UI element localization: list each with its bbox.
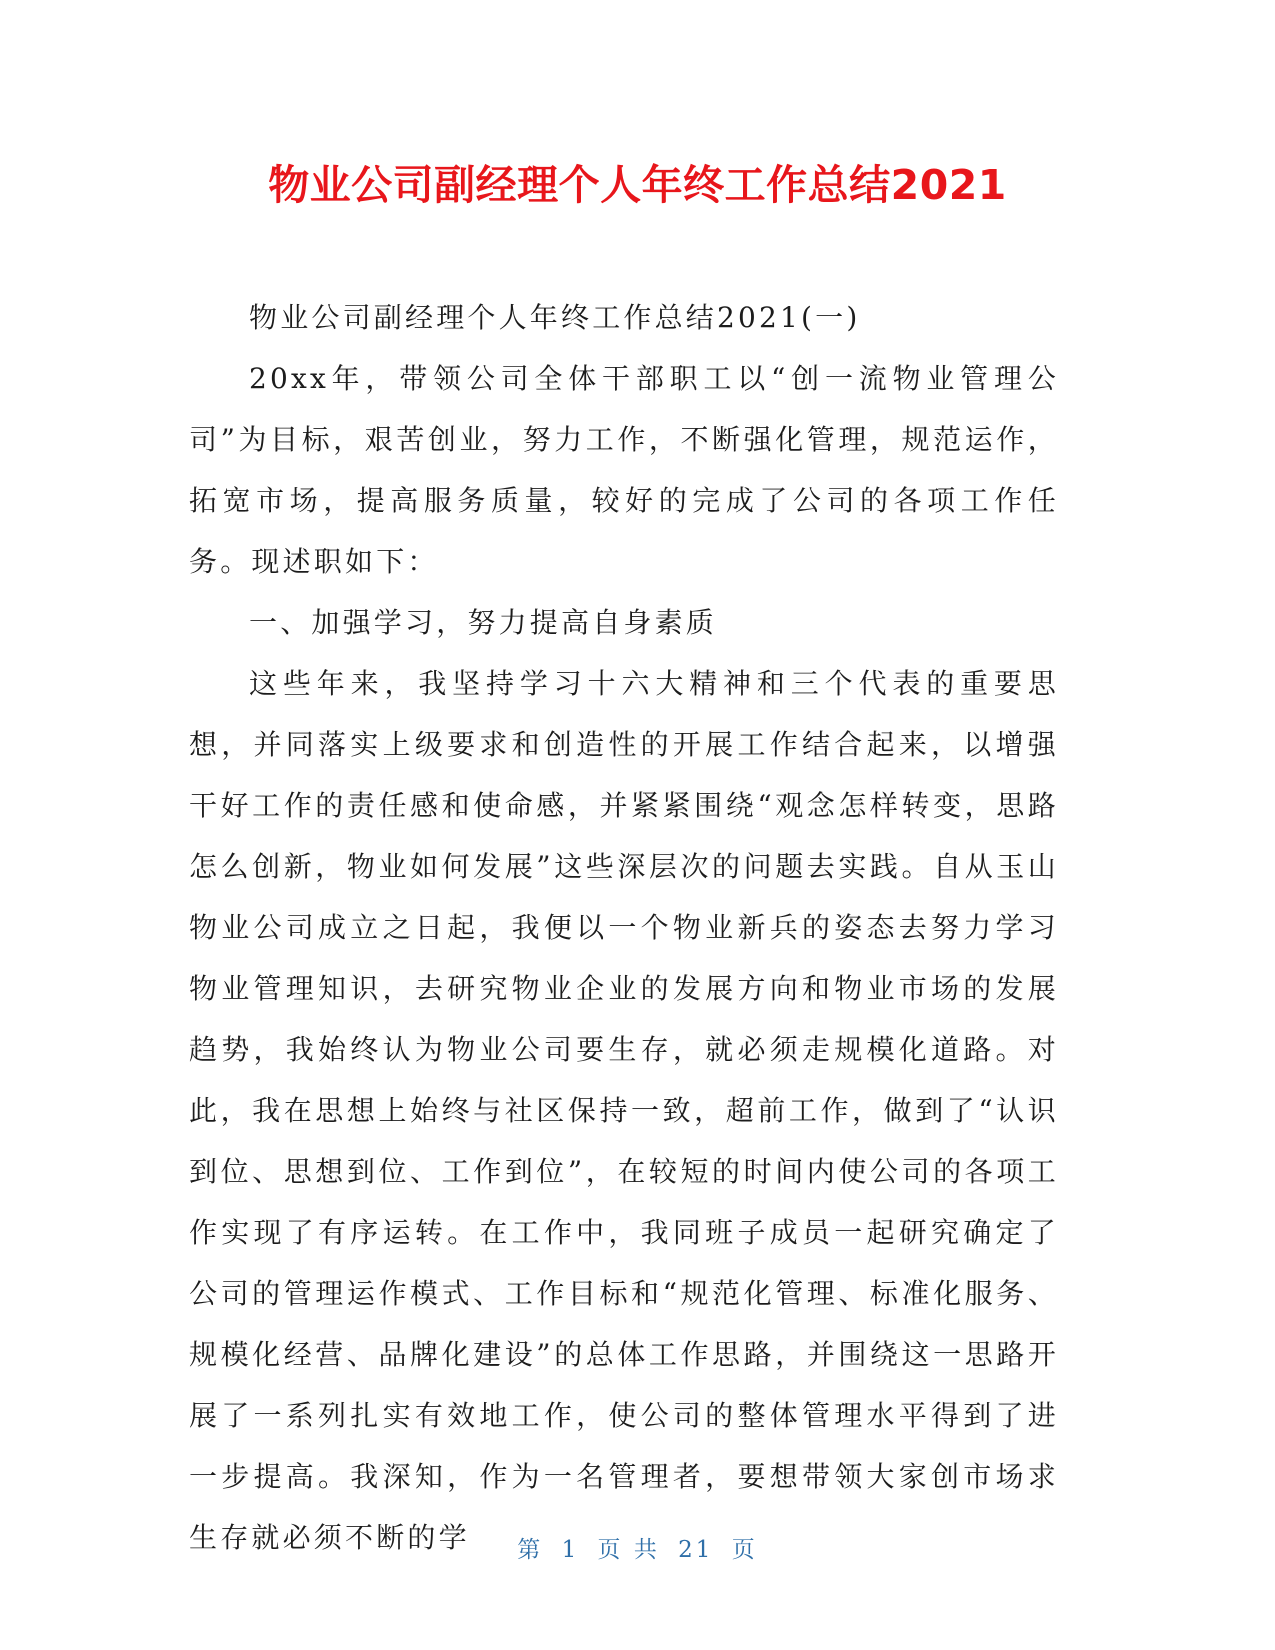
section-heading-1: 一、加强学习，努力提高自身素质	[249, 606, 718, 639]
footer-total-pages: 21	[678, 1537, 714, 1563]
document-body	[189, 287, 1059, 1568]
document-title: 物业公司副经理个人年终工作总结2021	[268, 161, 1007, 209]
intro-paragraph: 20xx年，带领公司全体干部职工以“创一流物业管理公司”为目标，艰苦创业，努力工作，不断强化管理，规范运作，拓宽市场，提高服务质量，较好的完成了公司的各项工作任务。现述职如下：	[189, 362, 1059, 578]
footer-middle: 页 共	[597, 1537, 660, 1563]
section-subtitle: 物业公司副经理个人年终工作总结2021(一)	[249, 301, 861, 334]
footer-suffix: 页	[731, 1537, 758, 1563]
footer-prefix: 第	[517, 1537, 544, 1563]
body-paragraph: 这些年来，我坚持学习十六大精神和三个代表的重要思想，并同落实上级要求和创造性的开展工作结合起来，以增强干好工作的责任感和使命感，并紧紧围绕“观念怎样转变，思路怎么创新，物业如何发展”这些深层次的问题去实践。自从玉山物业公司成立之日起，我便以一个物业新兵的姿态去努力学习物业管理知识，去研究物业企业的发展方向和物业市场的发展趋势，我始终认为物业公司要生存，就必须走规模化道路。对此，我在思想上始终与社区保持一致，超前工作，做到了“认识到位、思想到位、工作到位”，在较短的时间内使公司的各项工作实现了有序运转。在工作中，我同班子成员一起研究确定了公司的管理运作模式、工作目标和“规范化管理、标准化服务、规模化经营、品牌化建设”的总体工作思路，并围绕这一思路开展了一系列扎实有效地工作，使公司的整体管理水平得到了进一步提高。我深知，作为一名管理者，要想带领大家创市场求生存就必须不断的学	[189, 667, 1059, 1554]
page-footer	[0, 1535, 1275, 1565]
footer-page-number: 1	[561, 1537, 580, 1563]
